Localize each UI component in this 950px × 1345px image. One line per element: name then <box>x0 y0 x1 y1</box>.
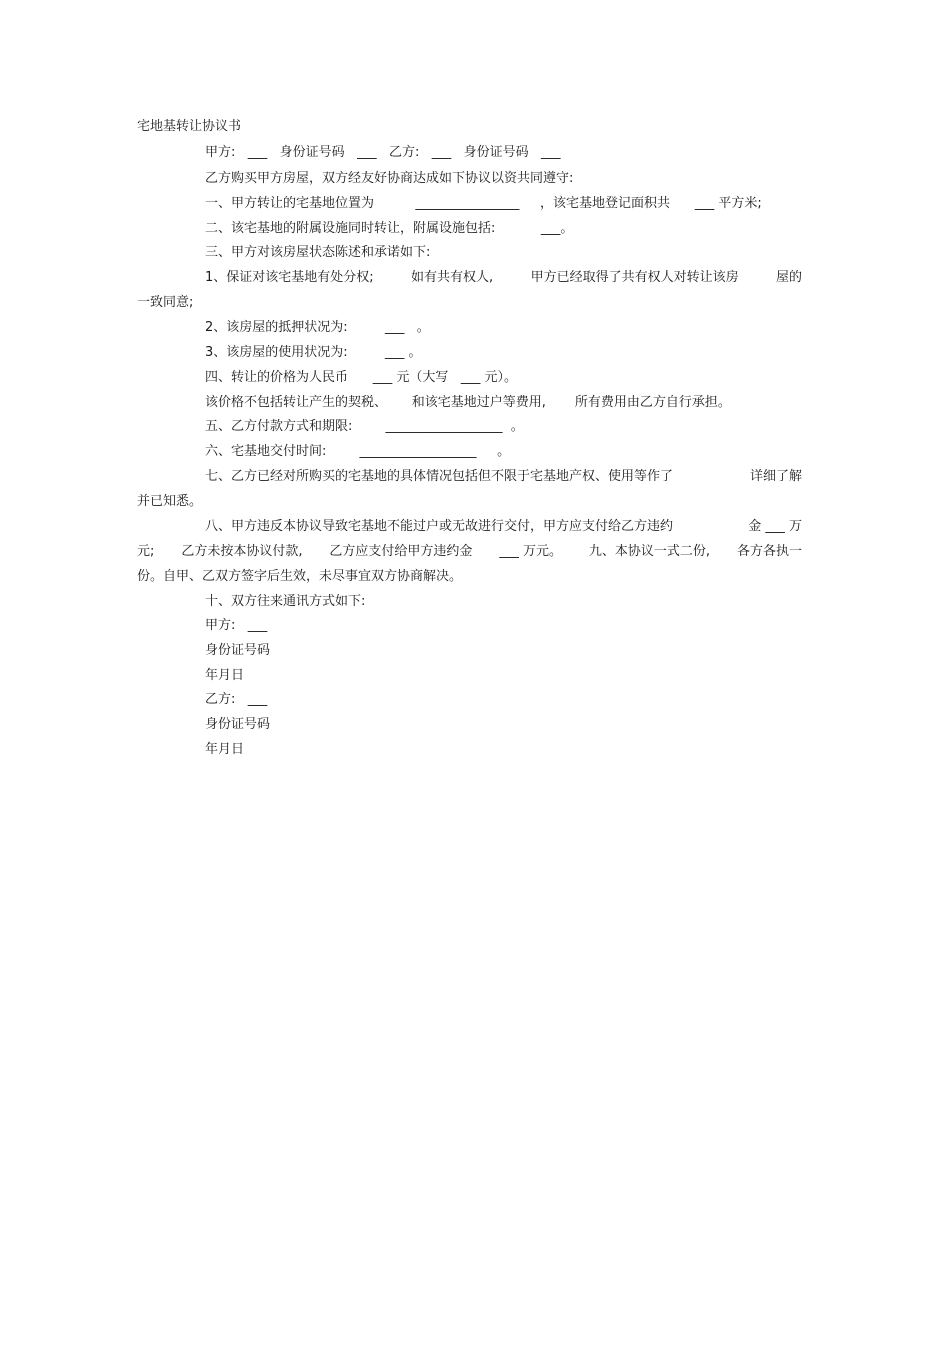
doc-title: 宅地基转让协议书 <box>137 119 242 134</box>
clause-8-cont-part: 九、本协议一式二份, <box>588 544 711 559</box>
clause-4: 四、转让的价格为人民币 ___ 元（大写 ___ 元）。 <box>205 370 517 385</box>
clause-9-cont: 份。自甲、乙双方签字后生效，未尽事宜双方协商解决。 <box>137 569 463 584</box>
clause-8-cont-part: 乙方应支付给甲方违约金 <box>329 544 473 559</box>
clause-10: 十、双方往来通讯方式如下: <box>205 594 366 609</box>
signature-party-b-date: 年月日 <box>205 742 245 757</box>
clause-3-1-part: 如有共有权人, <box>411 270 494 285</box>
clause-8-cont-part: 元; <box>137 544 155 559</box>
clause-3-1 <box>205 270 802 286</box>
clause-7-part: 详细了解 <box>749 469 802 484</box>
clause-3-1-part: 屋的 <box>775 270 802 285</box>
signature-party-a-id: 身份证号码 <box>205 643 271 658</box>
signature-party-b-id: 身份证号码 <box>205 717 271 732</box>
clause-3: 三、甲方对该房屋状态陈述和承诺如下: <box>205 245 431 260</box>
clause-3-1-cont: 一致同意; <box>137 295 194 310</box>
clause-5: 五、乙方付款方式和期限: __________________ 。 <box>205 419 524 434</box>
clause-3-2: 2、该房屋的抵押状况为: ___ 。 <box>205 320 430 335</box>
clause-8-cont-part: 各方各执一 <box>736 544 802 559</box>
clause-7-cont: 并已知悉。 <box>137 494 203 509</box>
clause-8 <box>205 519 802 535</box>
clause-2: 二、该宅基地的附属设施同时转让，附属设施包括: ___。 <box>205 221 574 236</box>
clause-1: 一、甲方转让的宅基地位置为 ________________ ，该宅基地登记面积共 ___ 平方米; <box>205 196 762 211</box>
clause-3-3: 3、该房屋的使用状况为: ___ 。 <box>205 345 422 360</box>
clause-8-cont-part: ___ 万元。 <box>499 544 562 559</box>
signature-party-b: 乙方: ___ <box>205 692 268 707</box>
clause-8-part: 金 ___ 万 <box>748 519 802 534</box>
clause-3-1-part: 1、保证对该宅基地有处分权; <box>205 270 374 285</box>
parties-line: 甲方: ___ 身份证号码 ___ 乙方: ___ 身份证号码 ___ <box>205 145 561 160</box>
clause-3-1-part: 甲方已经取得了共有权人对转让该房 <box>530 270 739 285</box>
clause-8-cont-part: 乙方未按本协议付款, <box>181 544 303 559</box>
clause-6: 六、宅基地交付时间: __________________ 。 <box>205 444 511 459</box>
signature-party-a: 甲方: ___ <box>205 618 268 633</box>
intro-line: 乙方购买甲方房屋，双方经友好协商达成如下协议以资共同遵守: <box>205 171 574 186</box>
clause-7-part: 七、乙方已经对所购买的宅基地的具体情况包括但不限于宅基地产权、使用等作了 <box>205 469 674 484</box>
clause-4-note: 该价格不包括转让产生的契税、 和该宅基地过户等费用, 所有费用由乙方自行承担。 <box>205 395 731 410</box>
clause-8-part: 八、甲方违反本协议导致宅基地不能过户或无故进行交付，甲方应支付给乙方违约 <box>205 519 674 534</box>
clause-8-cont <box>137 544 802 560</box>
signature-party-a-date: 年月日 <box>205 668 245 683</box>
clause-7 <box>205 469 802 485</box>
